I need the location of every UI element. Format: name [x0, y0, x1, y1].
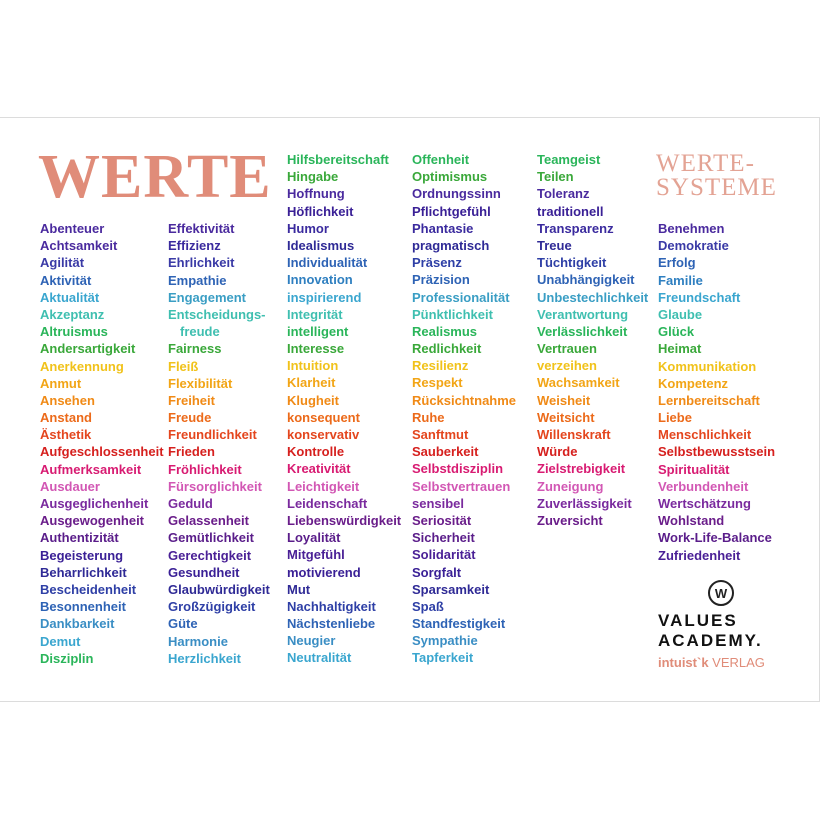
value-item: Transparenz: [537, 220, 614, 236]
value-item: Glück: [658, 324, 695, 340]
value-item: Anmut: [40, 375, 82, 391]
values-academy-logo-icon: W: [708, 580, 734, 606]
values-column-5: [537, 151, 648, 529]
value-item: Sorgfalt: [412, 564, 462, 580]
value-item: verzeihen: [537, 358, 597, 374]
value-item: Zufriedenheit: [658, 547, 741, 563]
value-item: Toleranz: [537, 186, 590, 202]
value-item: Ausgewogenheit: [40, 513, 145, 529]
value-item: Rücksichtnahme: [412, 392, 517, 408]
value-item: Erfolg: [658, 255, 696, 271]
value-item: Tapferkeit: [412, 650, 474, 666]
value-item: Work-Life-Balance: [658, 530, 772, 546]
value-item: Begeisterung: [40, 547, 124, 563]
value-item: Freiheit: [168, 392, 215, 408]
value-item: Verbundenheit: [658, 478, 749, 494]
value-item: traditionell: [537, 203, 604, 219]
value-item: Leichtigkeit: [287, 478, 360, 494]
value-item: Effizienz: [168, 238, 221, 254]
value-item: motivierend: [287, 564, 361, 580]
value-item: Kommunikation: [658, 358, 757, 374]
value-item: Freundschaft: [658, 289, 741, 305]
value-item: Höflichkeit: [287, 203, 354, 219]
value-item: Fleiß: [168, 358, 199, 374]
value-item: Güte: [168, 616, 198, 632]
value-item: Fairness: [168, 341, 222, 357]
value-item: pragmatisch: [412, 237, 490, 253]
value-systems-column: [658, 220, 775, 564]
value-item: Respekt: [412, 375, 463, 391]
value-item: Weitsicht: [537, 409, 595, 425]
value-item: Verlässlichkeit: [537, 323, 628, 339]
value-item: Hingabe: [287, 169, 339, 185]
value-item: Vertrauen: [537, 341, 597, 357]
value-item: Demut: [40, 633, 81, 649]
value-item: Wachsamkeit: [537, 375, 620, 391]
value-item: Ruhe: [412, 409, 445, 425]
value-item: inspirierend: [287, 289, 362, 305]
value-item: Zielstrebigkeit: [537, 461, 626, 477]
value-item: Sparsamkeit: [412, 581, 490, 597]
value-item: Ordnungssinn: [412, 186, 501, 202]
value-item: Innovation: [287, 272, 353, 288]
value-item: Ehrlichkeit: [168, 255, 235, 271]
value-item: Selbstdisziplin: [412, 461, 504, 477]
value-item: Entscheidungs-: [168, 306, 266, 322]
value-item: Besonnenheit: [40, 599, 126, 615]
value-item: Freundlichkeit: [168, 427, 257, 443]
value-item: Pünktlichkeit: [412, 306, 493, 322]
value-item: Geduld: [168, 496, 213, 511]
value-item: Sicherheit: [412, 530, 475, 546]
value-item: Glaube: [658, 306, 703, 322]
value-item: Fröhlichkeit: [168, 461, 242, 477]
value-item: Präzision: [412, 272, 470, 288]
value-item: Unbestechlichkeit: [537, 289, 649, 305]
value-item: Gelassenheit: [168, 513, 249, 529]
value-item: Verantwortung: [537, 306, 629, 322]
value-item: Redlichkeit: [412, 341, 482, 357]
value-item: Ausdauer: [40, 478, 100, 494]
page-title: WERTE: [38, 143, 272, 211]
value-item: Glaubwürdigkeit: [168, 581, 270, 597]
value-item: Wohlstand: [658, 513, 725, 529]
value-item: Kompetenz: [658, 375, 729, 391]
value-item: Kontrolle: [287, 444, 345, 460]
value-item: Mut: [287, 581, 311, 597]
value-item: Flexibilität: [168, 375, 233, 391]
value-item: Aufmerksamkeit: [40, 461, 142, 477]
value-item: Sauberkeit: [412, 444, 479, 460]
value-item: Präsenz: [412, 255, 462, 271]
value-item: Willenskraft: [537, 427, 611, 442]
value-item: Intuition: [287, 358, 339, 374]
value-item: Ästhetik: [40, 427, 92, 443]
value-item: Mitgefühl: [287, 547, 345, 563]
value-item: Gerechtigkeit: [168, 547, 252, 563]
value-item: Benehmen: [658, 221, 725, 236]
value-item: Zuverlässigkeit: [537, 495, 632, 511]
subtitle-line-1: WERTE-: [656, 150, 755, 177]
value-item: Engagement: [168, 289, 247, 305]
value-item: Teilen: [537, 169, 574, 185]
values-column-4: [412, 151, 516, 667]
value-item: Effektivität: [168, 221, 235, 236]
value-item: Weisheit: [537, 392, 591, 408]
value-item: Liebe: [658, 410, 692, 426]
value-item: Pflichtgefühl: [412, 203, 491, 219]
value-item: Liebenswürdigkeit: [287, 512, 402, 528]
value-item: Nächstenliebe: [287, 616, 376, 632]
value-item: Unabhängigkeit: [537, 272, 635, 288]
value-item: Herzlichkeit: [168, 650, 241, 666]
value-item: Standfestigkeit: [412, 616, 506, 632]
value-item: Gemütlichkeit: [168, 530, 254, 546]
value-item: Aktivität: [40, 272, 92, 288]
publisher-logo: [658, 580, 788, 670]
value-item: Offenheit: [412, 152, 470, 167]
value-item: sensibel: [412, 495, 465, 511]
value-item: Spaß: [412, 598, 444, 614]
value-item: Zuversicht: [537, 512, 603, 528]
value-item: Realismus: [412, 323, 478, 339]
value-item: Individualität: [287, 255, 368, 271]
value-item: Demokratie: [658, 238, 729, 254]
value-item: Anstand: [40, 410, 92, 426]
value-item: Integrität: [287, 306, 343, 322]
value-item: Achtsamkeit: [40, 238, 118, 254]
value-item: Leidenschaft: [287, 495, 368, 511]
value-item: Selbstvertrauen: [412, 478, 511, 494]
value-item: Selbstbewusstsein: [658, 444, 776, 460]
value-item: Teamgeist: [537, 152, 601, 167]
value-item: Idealismus: [287, 237, 355, 253]
value-item: Anerkennung: [40, 358, 124, 374]
value-item: Resilienz: [412, 358, 469, 374]
value-item: Interesse: [287, 341, 345, 357]
value-item: Andersartigkeit: [40, 341, 136, 357]
value-item: Gesundheit: [168, 564, 240, 580]
value-item: Abenteuer: [40, 221, 105, 236]
logo-line-2: ACADEMY.: [658, 631, 763, 650]
value-item: intelligent: [287, 323, 349, 339]
value-item: Lernbereitschaft: [658, 392, 760, 408]
value-item: freude: [180, 324, 220, 340]
value-item: Phantasie: [412, 220, 474, 236]
publisher-name-bold: intuist`k: [658, 655, 709, 670]
value-item: Treue: [537, 237, 572, 253]
value-item: Disziplin: [40, 650, 94, 666]
value-item: Klarheit: [287, 375, 336, 391]
value-item: Kreativität: [287, 461, 351, 477]
values-column-2: [168, 220, 270, 667]
value-item: Bescheidenheit: [40, 581, 137, 597]
value-item: Würde: [537, 444, 578, 460]
value-item: Hilfsbereitschaft: [287, 152, 389, 167]
subtitle-line-2: SYSTEME: [656, 174, 777, 201]
value-item: Authentizität: [40, 530, 119, 546]
value-item: Großzügigkeit: [168, 599, 256, 615]
value-item: Wertschätzung: [658, 496, 751, 511]
value-item: Spiritualität: [658, 461, 730, 477]
value-item: Freude: [168, 410, 212, 426]
value-item: Solidarität: [412, 547, 476, 563]
value-item: Aktualität: [40, 289, 100, 305]
value-item: Loyalität: [287, 530, 341, 546]
values-column-3: [287, 151, 401, 667]
value-item: konservativ: [287, 427, 360, 442]
value-item: Seriosität: [412, 512, 472, 528]
value-item: Heimat: [658, 341, 702, 357]
value-item: Klugheit: [287, 392, 339, 408]
values-column-1: [40, 220, 164, 667]
subtitle: [656, 152, 777, 200]
value-item: Neugier: [287, 633, 336, 649]
value-item: Tüchtigkeit: [537, 255, 607, 271]
value-item: Frieden: [168, 444, 215, 460]
value-item: Humor: [287, 220, 329, 236]
value-item: Dankbarkeit: [40, 616, 115, 632]
publisher-name: [658, 655, 788, 670]
publisher-name-rest: VERLAG: [708, 655, 765, 670]
value-item: Akzeptanz: [40, 306, 105, 322]
value-item: Zuneigung: [537, 478, 604, 494]
value-item: Ausgeglichenheit: [40, 496, 149, 511]
logo-line-1: VALUES: [658, 611, 738, 630]
value-item: Optimismus: [412, 169, 488, 185]
value-item: Sympathie: [412, 633, 478, 649]
value-item: Familie: [658, 272, 703, 288]
value-item: Ansehen: [40, 392, 95, 408]
value-item: Neutralität: [287, 650, 352, 666]
value-item: Agilität: [40, 255, 85, 271]
value-item: Aufgeschlossenheit: [40, 444, 164, 460]
value-item: Fürsorglichkeit: [168, 478, 262, 494]
value-item: Nachhaltigkeit: [287, 598, 376, 614]
value-item: Altruismus: [40, 324, 108, 340]
value-item: Empathie: [168, 272, 227, 288]
value-item: Menschlichkeit: [658, 427, 752, 443]
value-item: Professionalität: [412, 289, 510, 305]
value-item: Beharrlichkeit: [40, 564, 127, 580]
value-item: konsequent: [287, 409, 360, 425]
value-item: Harmonie: [168, 633, 228, 649]
value-item: Sanftmut: [412, 427, 469, 442]
value-item: Hoffnung: [287, 186, 345, 202]
